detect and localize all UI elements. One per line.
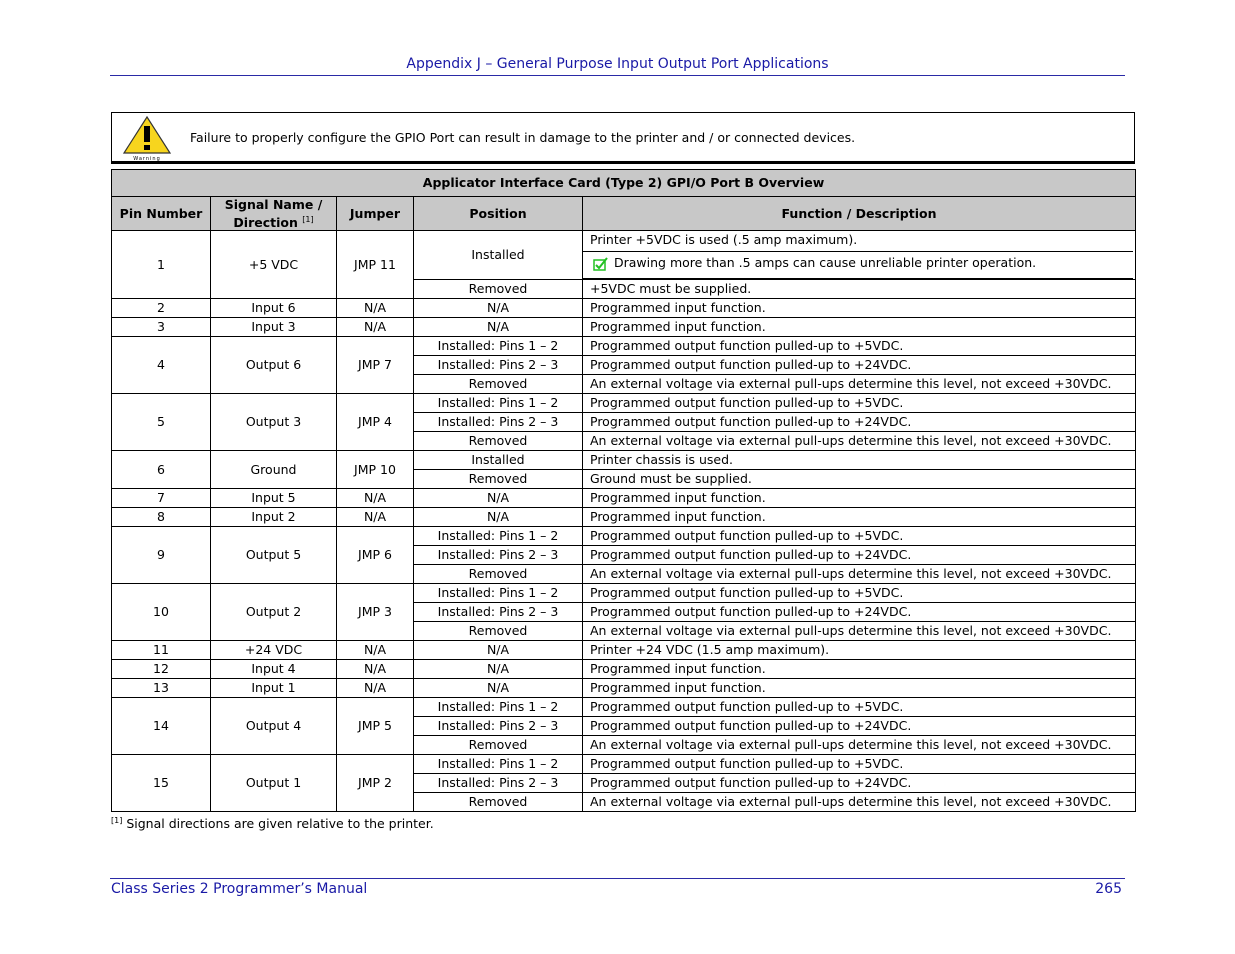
warning-icon [122,115,172,161]
position-cell: Removed [414,470,583,489]
table-body [112,231,1136,812]
function-cell: An external voltage via external pull-ups determine this level, not exceed +30VDC. [583,432,1136,451]
signal-name-cell: Input 3 [211,318,337,337]
function-cell: Programmed output function pulled-up to +5VDC. [583,698,1136,717]
position-cell: Removed [414,793,583,812]
function-cell: Programmed output function pulled-up to +5VDC. [583,527,1136,546]
function-cell: Programmed input function. [583,660,1136,679]
table-row [112,299,1136,318]
position-cell: Installed: Pins 2 – 3 [414,774,583,793]
jumper-cell: N/A [337,489,414,508]
warning-box [111,112,1135,164]
position-cell: Installed: Pins 2 – 3 [414,413,583,432]
signal-name-cell: Output 1 [211,755,337,812]
page-header-title: Appendix J – General Purpose Input Output Port Applications [406,56,829,72]
footer-rule [110,878,1125,879]
function-cell: Programmed output function pulled-up to +24VDC. [583,356,1136,375]
footer-manual-title: Class Series 2 Programmer’s Manual [111,881,368,897]
function-cell: Programmed input function. [583,489,1136,508]
column-header-signal [211,197,337,231]
function-cell: Programmed output function pulled-up to +24VDC. [583,603,1136,622]
position-cell: Installed: Pins 1 – 2 [414,394,583,413]
table-row [112,451,1136,470]
pin-number-cell: 15 [112,755,211,812]
function-cell: Programmed output function pulled-up to +5VDC. [583,394,1136,413]
signal-name-cell: Output 4 [211,698,337,755]
function-cell: Programmed input function. [583,318,1136,337]
function-cell: Programmed output function pulled-up to +5VDC. [583,755,1136,774]
position-cell: Installed: Pins 1 – 2 [414,527,583,546]
column-header-pin: Pin Number [112,197,211,231]
column-header-function: Function / Description [583,197,1136,231]
table-row [112,231,1136,280]
position-cell: Installed: Pins 2 – 3 [414,356,583,375]
table-row [112,679,1136,698]
gpio-table [111,169,1136,812]
position-cell: Installed: Pins 1 – 2 [414,584,583,603]
column-header-signal-line2: Direction [233,215,298,231]
pin-number-cell: 9 [112,527,211,584]
footnote-marker: [1] [111,816,123,825]
signal-name-cell: Input 5 [211,489,337,508]
position-cell: Installed: Pins 1 – 2 [414,698,583,717]
position-cell: N/A [414,679,583,698]
signal-name-cell: Output 6 [211,337,337,394]
table-row [112,584,1136,603]
function-cell: Programmed output function pulled-up to +24VDC. [583,717,1136,736]
jumper-cell: JMP 7 [337,337,414,394]
position-cell: Removed [414,280,583,299]
pin-number-cell: 6 [112,451,211,489]
jumper-cell: JMP 3 [337,584,414,641]
pin-number-cell: 12 [112,660,211,679]
function-cell: An external voltage via external pull-ups determine this level, not exceed +30VDC. [583,736,1136,755]
warning-icon-label: Warning [133,156,161,161]
position-cell: Installed: Pins 1 – 2 [414,755,583,774]
pin-number-cell: 4 [112,337,211,394]
position-cell: Installed [414,231,583,280]
signal-name-cell: Output 3 [211,394,337,451]
pin-number-cell: 5 [112,394,211,451]
function-cell: Programmed output function pulled-up to +5VDC. [583,337,1136,356]
jumper-cell: N/A [337,679,414,698]
pin-number-cell: 3 [112,318,211,337]
function-cell: Printer +24 VDC (1.5 amp maximum). [583,641,1136,660]
warning-text: Failure to properly configure the GPIO Port can result in damage to the printer and / or connected devices. [190,130,856,145]
jumper-cell: N/A [337,660,414,679]
footnote [111,816,434,831]
jumper-cell: JMP 11 [337,231,414,299]
function-cell [583,231,1136,280]
table-row [112,508,1136,527]
function-cell: Ground must be supplied. [583,470,1136,489]
signal-name-cell: +5 VDC [211,231,337,299]
signal-name-cell: Input 1 [211,679,337,698]
jumper-cell: N/A [337,641,414,660]
pin-number-cell: 14 [112,698,211,755]
column-header-signal-line1: Signal Name / [224,197,323,212]
table-row [112,755,1136,774]
column-header-jumper: Jumper [337,197,414,231]
note-row [583,252,1133,279]
function-cell: An external voltage via external pull-ups determine this level, not exceed +30VDC. [583,793,1136,812]
function-cell: Programmed input function. [583,508,1136,527]
function-cell: Programmed input function. [583,679,1136,698]
column-header-position: Position [414,197,583,231]
jumper-cell: JMP 6 [337,527,414,584]
position-cell: N/A [414,318,583,337]
signal-name-cell: Ground [211,451,337,489]
pin-number-cell: 2 [112,299,211,318]
function-cell: Programmed output function pulled-up to +24VDC. [583,774,1136,793]
table-row [112,318,1136,337]
position-cell: Removed [414,565,583,584]
signal-name-cell: Input 4 [211,660,337,679]
signal-name-cell: Output 2 [211,584,337,641]
function-cell: Programmed output function pulled-up to +24VDC. [583,546,1136,565]
position-cell: Installed: Pins 2 – 3 [414,717,583,736]
jumper-cell: N/A [337,318,414,337]
position-cell: Removed [414,375,583,394]
jumper-cell: JMP 10 [337,451,414,489]
position-cell: Removed [414,622,583,641]
function-cell: Programmed input function. [583,299,1136,318]
pin-number-cell: 13 [112,679,211,698]
note-check-icon [593,257,609,271]
pin-number-cell: 11 [112,641,211,660]
jumper-cell: N/A [337,508,414,527]
jumper-cell: JMP 2 [337,755,414,812]
signal-name-cell: Input 6 [211,299,337,318]
pin-number-cell: 8 [112,508,211,527]
function-cell: +5VDC must be supplied. [583,280,1136,299]
function-cell: An external voltage via external pull-ups determine this level, not exceed +30VDC. [583,375,1136,394]
pin-number-cell: 1 [112,231,211,299]
position-cell: N/A [414,660,583,679]
signal-name-cell: Output 5 [211,527,337,584]
function-cell: Printer chassis is used. [583,451,1136,470]
note-text: Drawing more than .5 amps can cause unreliable printer operation. [614,255,1037,271]
function-cell: An external voltage via external pull-ups determine this level, not exceed +30VDC. [583,622,1136,641]
jumper-cell: N/A [337,299,414,318]
table-row [112,489,1136,508]
table-row [112,698,1136,717]
jumper-cell: JMP 4 [337,394,414,451]
function-cell: Programmed output function pulled-up to +5VDC. [583,584,1136,603]
table-row [112,394,1136,413]
pin-number-cell: 7 [112,489,211,508]
signal-name-cell: Input 2 [211,508,337,527]
position-cell: Removed [414,736,583,755]
pin-number-cell: 10 [112,584,211,641]
position-cell: N/A [414,489,583,508]
table-row [112,337,1136,356]
jumper-cell: JMP 5 [337,698,414,755]
position-cell: N/A [414,641,583,660]
position-cell: Installed: Pins 2 – 3 [414,603,583,622]
function-text: Printer +5VDC is used (.5 amp maximum). [583,231,1133,252]
function-cell: An external voltage via external pull-ups determine this level, not exceed +30VDC. [583,565,1136,584]
footnote-text: Signal directions are given relative to the printer. [126,816,434,832]
footer-page-number: 265 [1095,881,1122,897]
position-cell: Installed: Pins 1 – 2 [414,337,583,356]
position-cell: N/A [414,508,583,527]
table-title: Applicator Interface Card (Type 2) GPI/O Port B Overview [112,170,1136,197]
table-row [112,641,1136,660]
table-row [112,527,1136,546]
table-row [112,660,1136,679]
function-cell: Programmed output function pulled-up to +24VDC. [583,413,1136,432]
footnote-marker: [1] [302,215,314,224]
header-rule [110,75,1125,76]
position-cell: Installed [414,451,583,470]
position-cell: Removed [414,432,583,451]
position-cell: Installed: Pins 2 – 3 [414,546,583,565]
position-cell: N/A [414,299,583,318]
signal-name-cell: +24 VDC [211,641,337,660]
